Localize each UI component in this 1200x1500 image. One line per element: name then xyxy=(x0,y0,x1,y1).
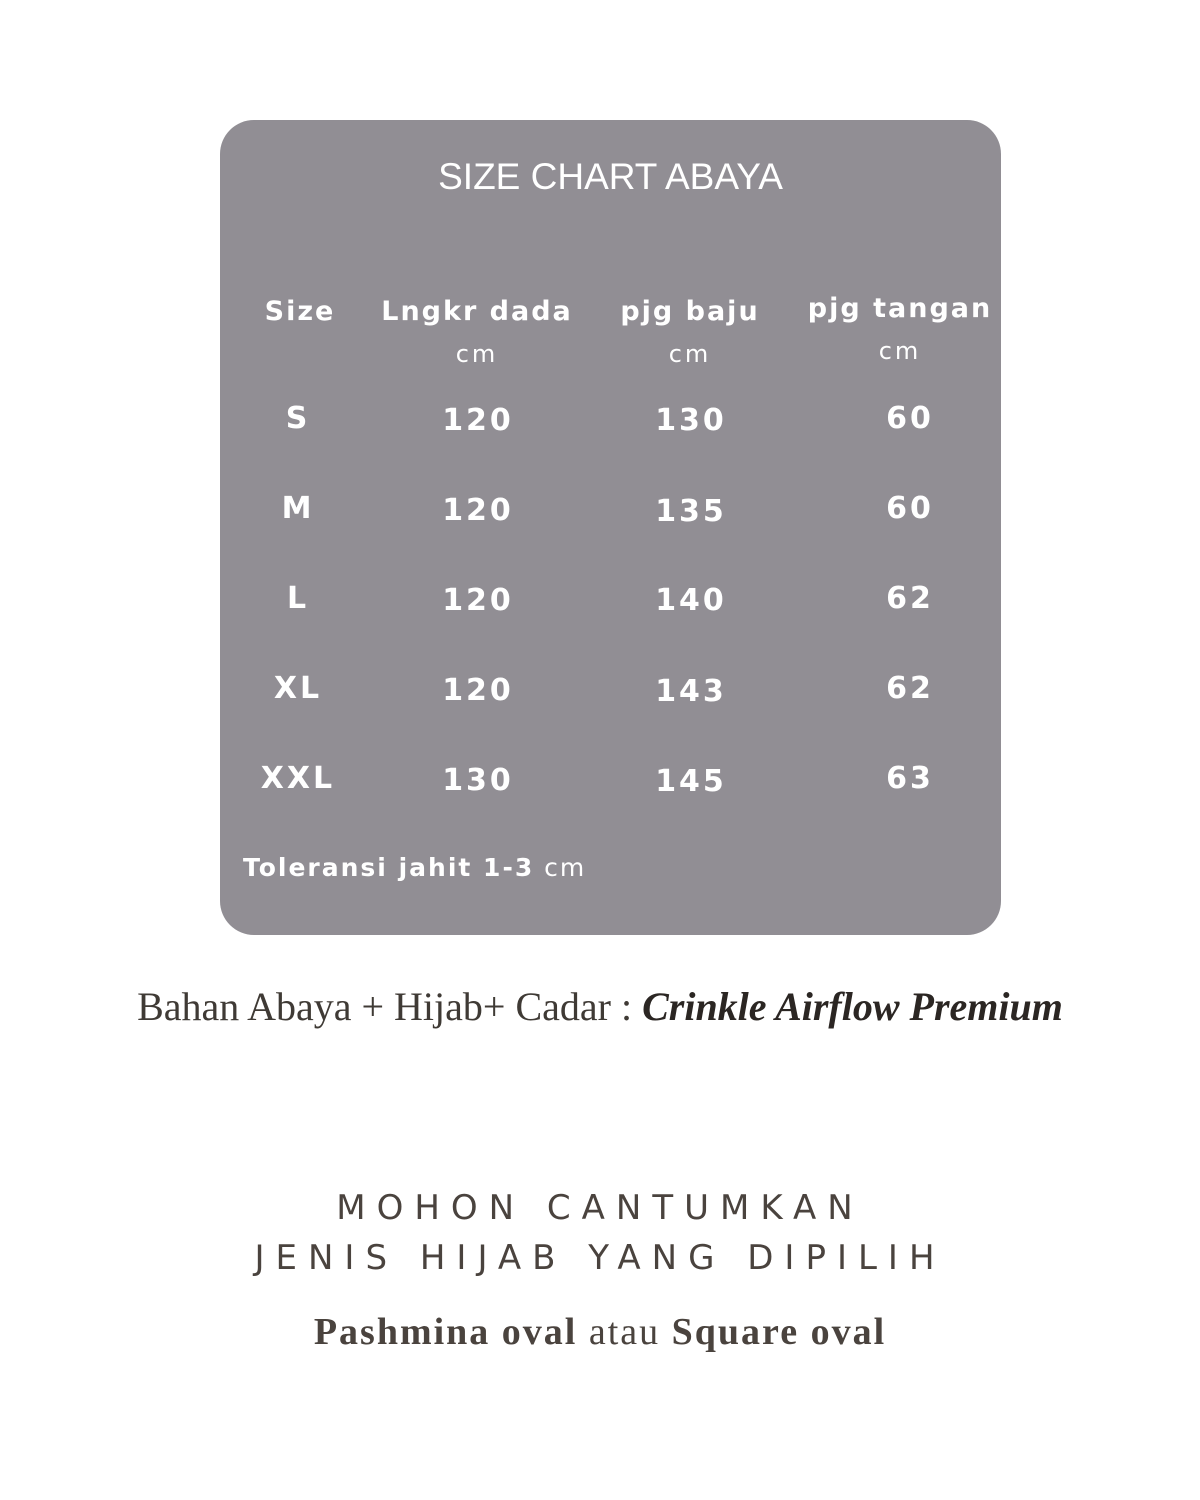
table-cell-size: XXL xyxy=(260,761,336,796)
notice-line-1: MOHON CANTUMKAN xyxy=(336,1188,864,1228)
table-cell-chest: 130 xyxy=(442,763,514,798)
notice-line-2: JENIS HIJAB YANG DIPILIH xyxy=(254,1238,946,1278)
table-cell-size: M xyxy=(281,491,315,526)
table-cell-chest: 120 xyxy=(442,673,514,708)
table-cell-size: L xyxy=(286,581,310,616)
hijab-option-separator: atau xyxy=(588,1311,661,1353)
hijab-options xyxy=(0,1310,1200,1354)
column-unit-sleeve: cm xyxy=(878,337,922,365)
table-cell-size: XL xyxy=(273,671,323,706)
table-cell-length: 140 xyxy=(655,583,727,618)
table-cell-length: 143 xyxy=(655,674,727,709)
table-cell-chest: 120 xyxy=(442,583,514,618)
table-cell-sleeve: 60 xyxy=(886,401,934,436)
size-chart-title: SIZE CHART ABAYA xyxy=(438,156,783,197)
table-cell-chest: 120 xyxy=(442,493,514,528)
table-cell-sleeve: 60 xyxy=(886,491,934,526)
material-value: Crinkle Airflow Premium xyxy=(642,984,1063,1029)
table-cell-chest: 120 xyxy=(442,403,514,438)
column-header-chest: Lngkr dada xyxy=(381,296,573,327)
table-cell-length: 135 xyxy=(655,494,727,529)
column-header-size: Size xyxy=(264,296,336,327)
tolerance-label: Toleransi jahit 1-3 xyxy=(243,853,535,882)
column-unit-length: cm xyxy=(668,340,712,368)
hijab-option-square: Square oval xyxy=(671,1311,887,1353)
table-cell-sleeve: 63 xyxy=(886,761,934,796)
size-chart-card xyxy=(220,120,1001,935)
tolerance-unit: cm xyxy=(544,853,587,882)
material-line xyxy=(0,983,1200,1030)
table-cell-sleeve: 62 xyxy=(886,581,934,616)
table-cell-length: 130 xyxy=(655,403,727,438)
material-label: Bahan Abaya + Hijab+ Cadar : xyxy=(137,984,633,1029)
column-header-length: pjg baju xyxy=(620,296,760,327)
column-unit-chest: cm xyxy=(455,340,499,368)
column-header-sleeve: pjg tangan xyxy=(807,293,993,324)
hijab-option-pashmina: Pashmina oval xyxy=(313,1311,578,1353)
table-cell-length: 145 xyxy=(655,764,727,799)
table-cell-size: S xyxy=(285,401,311,436)
table-cell-sleeve: 62 xyxy=(886,671,934,706)
sewing-tolerance-note xyxy=(243,853,586,882)
